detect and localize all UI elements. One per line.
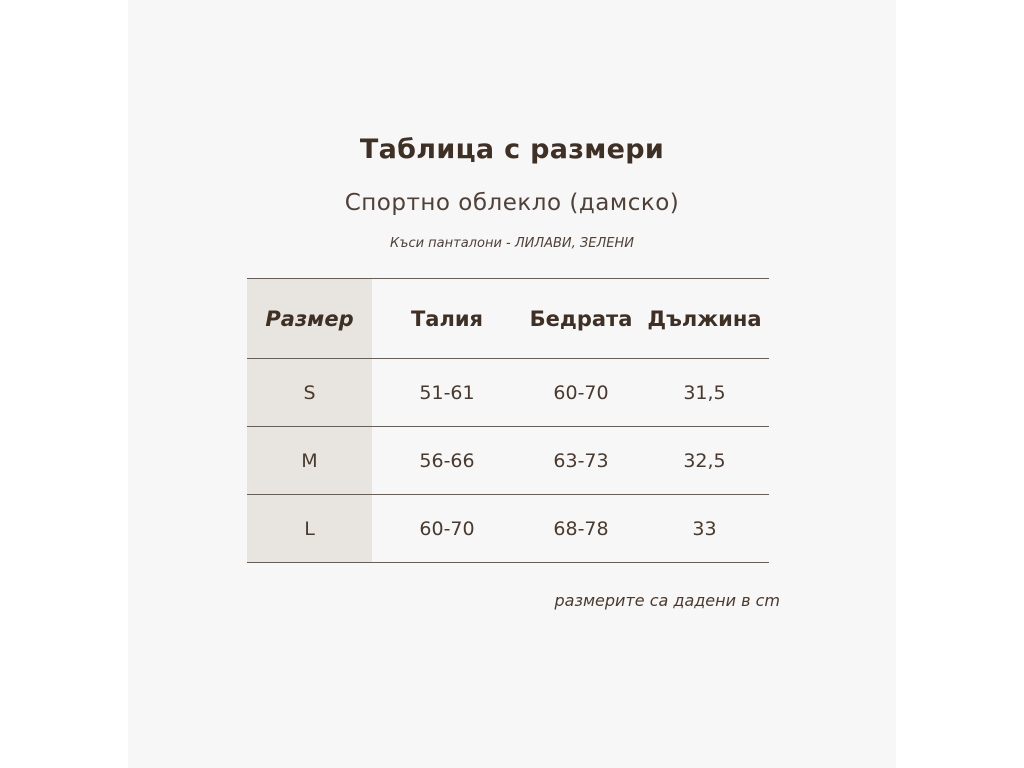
header-hips: Бедрата <box>522 279 640 359</box>
cell-hips: 63-73 <box>522 427 640 495</box>
table-header-row <box>247 279 769 359</box>
units-note: размерите са дадени в cm <box>554 591 780 610</box>
cell-waist: 60-70 <box>372 495 522 563</box>
cell-size: L <box>247 495 372 563</box>
cell-hips: 68-78 <box>522 495 640 563</box>
table-row <box>247 427 769 495</box>
page-title: Таблица с размери <box>359 134 665 165</box>
header-size: Размер <box>247 279 372 359</box>
header-length: Дължина <box>640 279 769 359</box>
product-note: Къси панталони - ЛИЛАВИ, ЗЕЛЕНИ <box>390 236 634 251</box>
cell-length: 32,5 <box>640 427 769 495</box>
cell-length: 31,5 <box>640 359 769 427</box>
table-row <box>247 359 769 427</box>
page-subtitle: Спортно облекло (дамско) <box>344 190 680 216</box>
cell-size: M <box>247 427 372 495</box>
size-table <box>247 278 769 563</box>
header-waist: Талия <box>372 279 522 359</box>
cell-hips: 60-70 <box>522 359 640 427</box>
cell-size: S <box>247 359 372 427</box>
cell-length: 33 <box>640 495 769 563</box>
table-row <box>247 495 769 563</box>
cell-waist: 51-61 <box>372 359 522 427</box>
cell-waist: 56-66 <box>372 427 522 495</box>
